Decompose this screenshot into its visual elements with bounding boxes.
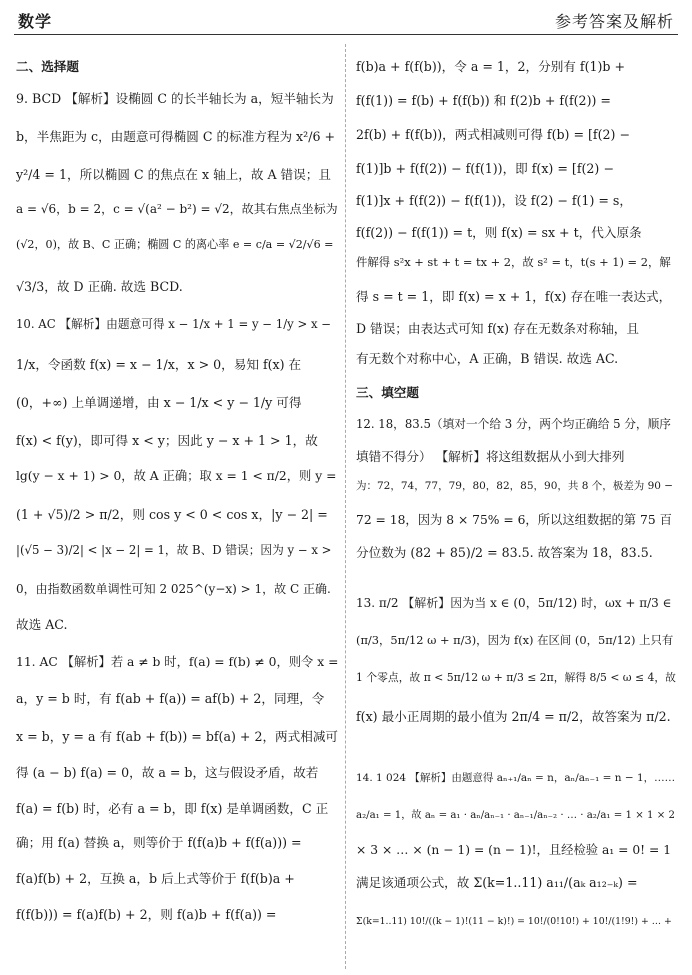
header-title: 参考答案及解析 — [554, 12, 674, 31]
text-line: 满足该通项公式，故 Σ(k=1..11) a₁₁/(aₖ a₁₂₋ₖ) = — [356, 875, 638, 890]
subject-label: 数学 — [18, 12, 53, 31]
text-line: f(f(b))) = f(a)f(b) + 2，则 f(a)b + f(f(a)) = — [16, 907, 277, 922]
text-line: f(b)a + f(f(b))，令 a = 1，2，分别有 f(1)b + — [356, 59, 626, 74]
text-line: 10. AC 【解析】由题意可得 x − 1/x + 1 = y − 1/y > x − — [16, 317, 332, 331]
text-line: 1/x，令函数 f(x) = x − 1/x，x > 0，易知 f(x) 在 — [16, 357, 302, 372]
text-line: 72 = 18，因为 8 × 75% = 6，所以这组数据的第 75 百 — [356, 513, 672, 527]
text-line: |(√5 − 3)/2| < |x − 2| = 1，故 B、D 错误；因为 y − x > — [16, 543, 332, 557]
text-line: 故选 AC. — [16, 617, 68, 632]
text-line: 得 (a − b) f(a) = 0，故 a = b，这与假设矛盾，故若 — [16, 765, 319, 780]
text-line: 14. 1 024 【解析】由题意得 aₙ₊₁/aₙ = n，aₙ/aₙ₋₁ = n − 1，…… — [356, 772, 676, 784]
text-line: 12. 18，83.5（填对一个给 3 分，两个均正确给 5 分，顺序 — [356, 417, 671, 431]
text-line: 得 s = t = 1，即 f(x) = x + 1，f(x) 存在唯一表达式， — [356, 289, 672, 304]
text-line: f(a) = f(b) 时，必有 a = b，即 f(x) 是单调函数，C 正 — [16, 801, 329, 816]
text-line: a = √6，b = 2，c = √(a² − b²) = √2，故其右焦点坐标为 — [16, 202, 338, 216]
text-line: 填错不得分） 【解析】将这组数据从小到大排列 — [356, 449, 625, 464]
text-line: b，半焦距为 c，由题意可得椭圆 C 的标准方程为 x²/6 + — [16, 129, 336, 144]
text-line: f(x) 最小正周期的最小值为 2π/4 = π/2，故答案为 π/2. — [356, 709, 671, 724]
text-line: a，y = b 时，有 f(ab + f(a)) = af(b) + 2，同理，令 — [16, 691, 325, 706]
section-heading: 二、选择题 — [16, 59, 79, 74]
text-line: 分位数为 (82 + 85)/2 = 83.5. 故答案为 18，83.5. — [356, 545, 653, 560]
text-line: f(1)]b + f(f(2)) − f(f(1))，即 f(x) = [f(2) − — [356, 161, 614, 176]
text-line: x = b，y = a 有 f(ab + f(b)) = bf(a) + 2，两式相减可 — [16, 729, 339, 744]
text-line: 9. BCD 【解析】设椭圆 C 的长半轴长为 a，短半轴长为 — [16, 91, 334, 106]
text-line: 13. π/2 【解析】因为当 x ∈ (0，5π/12) 时，ωx + π/3 ∈ — [356, 596, 672, 610]
text-line: 2f(b) + f(f(b))，两式相减则可得 f(b) = [f(2) − — [356, 127, 630, 142]
text-line: D 错误；由表达式可知 f(x) 存在无数条对称轴，且 — [356, 321, 639, 336]
text-line: 确；用 f(a) 替换 a，则等价于 f(f(a)b + f(f(a))) = — [16, 835, 302, 850]
text-line: f(x) < f(y)，即可得 x < y；因此 y − x + 1 > 1，故 — [16, 433, 318, 448]
text-line: y²/4 = 1，所以椭圆 C 的焦点在 x 轴上，故 A 错误；且 — [16, 167, 331, 182]
text-line: (π/3，5π/12 ω + π/3)，因为 f(x) 在区间 (0，5π/12) 上只有 — [356, 633, 674, 647]
text-line: 11. AC 【解析】若 a ≠ b 时，f(a) = f(b) ≠ 0，则令 x = — [16, 655, 339, 669]
text-line: (0，+∞) 上单调递增，由 x − 1/x < y − 1/y 可得 — [16, 395, 302, 410]
text-line: 有无数个对称中心，A 正确，B 错误. 故选 AC. — [356, 351, 619, 366]
text-line: 1 个零点，故 π < 5π/12 ω + π/3 ≤ 2π，解得 8/5 < ω ≤ 4，故 — [356, 671, 676, 684]
text-line: × 3 × … × (n − 1) = (n − 1)!，且经检验 a₁ = 0! = 1 — [356, 843, 672, 857]
text-line: f(f(2)) − f(f(1)) = t，则 f(x) = sx + t，代入原条 — [356, 225, 642, 240]
section-heading: 三、填空题 — [356, 385, 419, 400]
text-line: √3/3，故 D 正确. 故选 BCD. — [16, 279, 183, 294]
page-header — [0, 0, 692, 40]
column-divider — [345, 44, 346, 969]
text-line: a₂/a₁ = 1，故 aₙ = a₁ · aₙ/aₙ₋₁ · aₙ₋₁/aₙ₋₂ · … · a₂/a₁ = 1 × 1 × 2 — [356, 810, 675, 821]
text-line: lg(y − x + 1) > 0，故 A 正确；取 x = 1 < π/2，则 y = — [16, 469, 337, 483]
text-line: f(1)]x + f(f(2)) − f(f(1))，设 f(2) − f(1) = s， — [356, 193, 632, 208]
text-line: f(f(1)) = f(b) + f(f(b)) 和 f(2)b + f(f(2)) = — [356, 93, 611, 108]
text-line: (√2，0)，故 B、C 正确；椭圆 C 的离心率 e = c/a = √2/√6 = — [16, 238, 334, 251]
header-rule — [14, 34, 678, 35]
text-line: 件解得 s²x + st + t = tx + 2，故 s² = t，t(s + 1) = 2，解 — [356, 255, 671, 269]
text-line: 0，由指数函数单调性可知 2 025^(y−x) > 1，故 C 正确. — [16, 582, 331, 596]
text-line: (1 + √5)/2 > π/2，则 cos y < 0 < cos x，|y − 2| = — [16, 507, 328, 522]
text-line: f(a)f(b) + 2，互换 a，b 后上式等价于 f(f(b)a + — [16, 871, 295, 886]
text-line: Σ(k=1..11) 10!/((k − 1)!(11 − k)!) = 10!/(0!10!) + 10!/(1!9!) + … + — [356, 916, 672, 927]
text-line: 为：72，74，77，79，80，82，85，90，共 8 个，极差为 90 − — [356, 480, 674, 492]
